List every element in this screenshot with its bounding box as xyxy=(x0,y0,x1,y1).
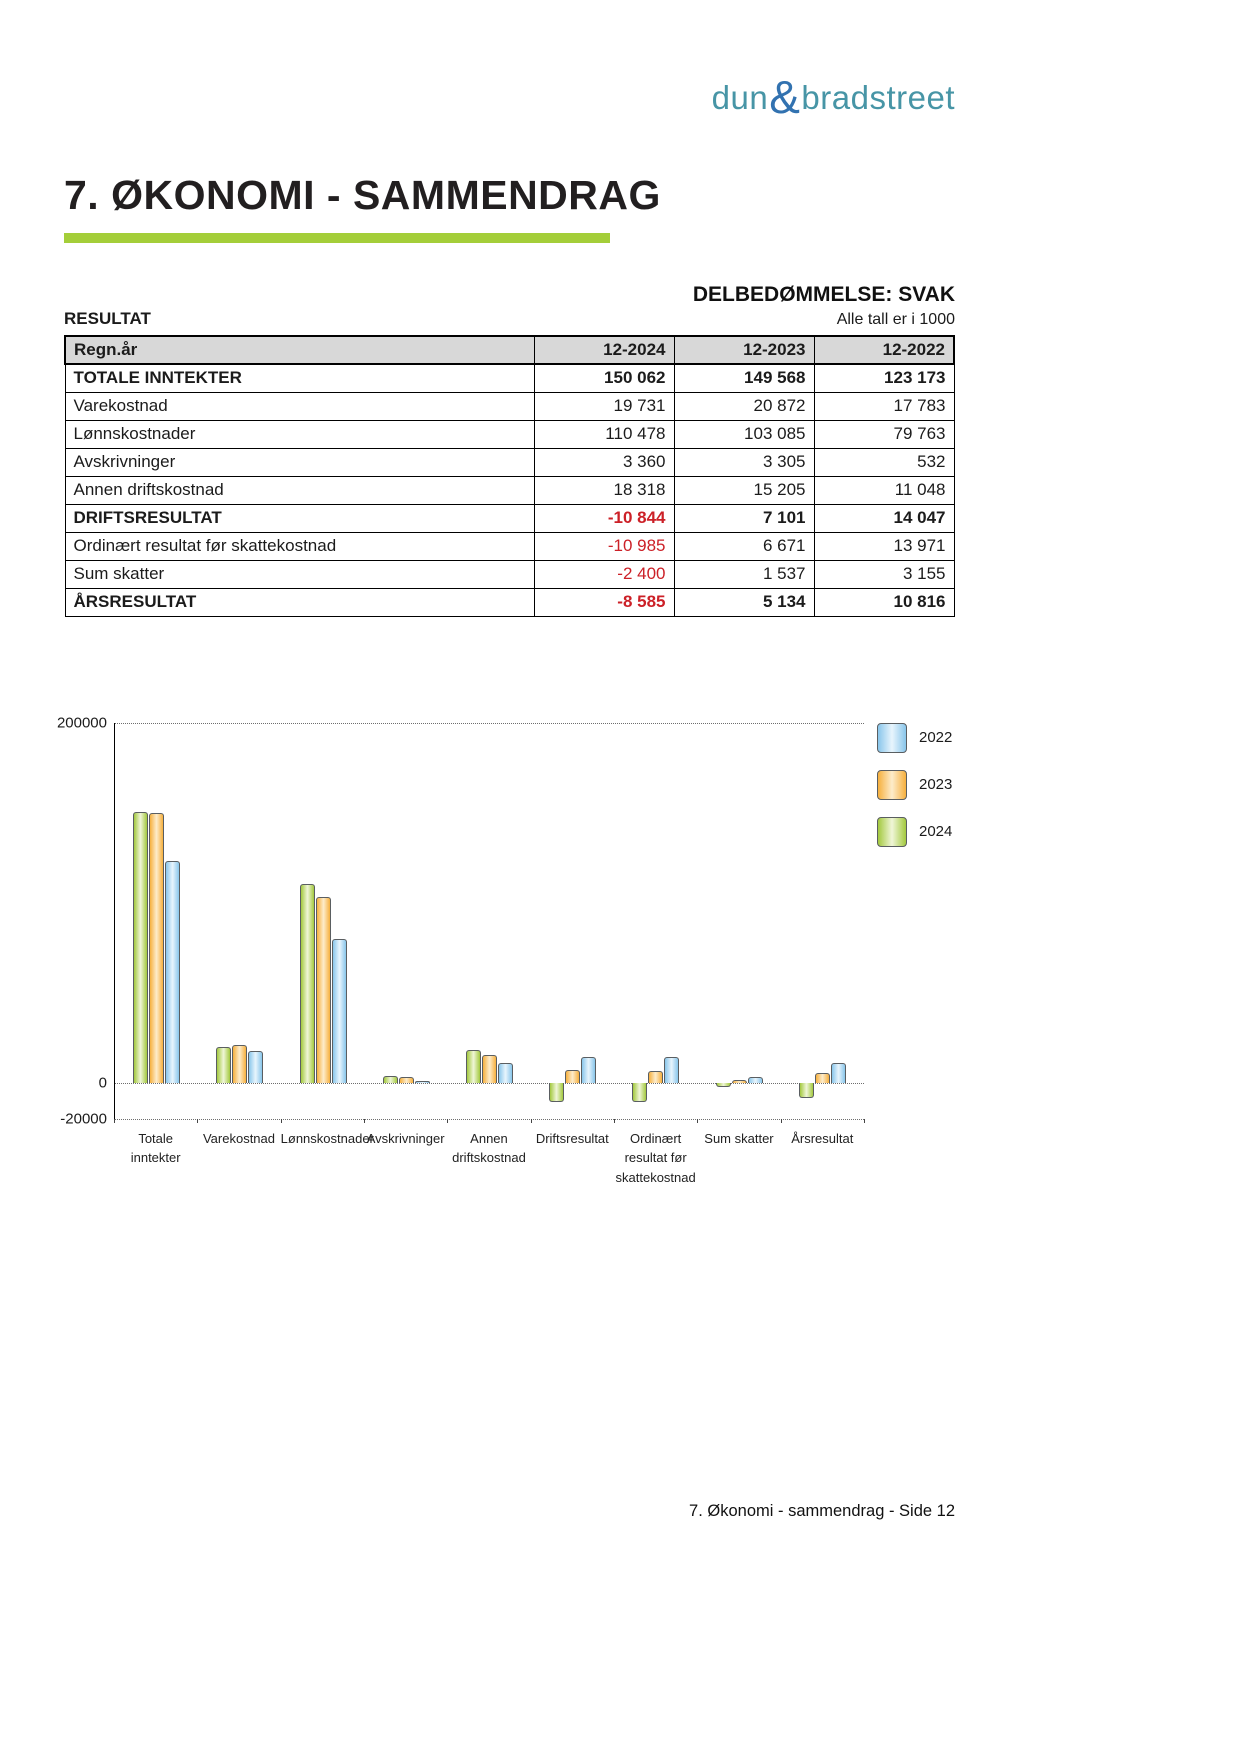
bar-group xyxy=(448,723,531,1119)
x-tick xyxy=(364,1119,365,1123)
title-accent-bar xyxy=(64,233,610,243)
row-label: ÅRSRESULTAT xyxy=(65,588,534,616)
row-value: -10 985 xyxy=(534,532,674,560)
bar-2022 xyxy=(581,1057,596,1082)
row-value: -10 844 xyxy=(534,504,674,532)
category-label: Avskrivninger xyxy=(366,1130,445,1146)
row-value: 14 047 xyxy=(814,504,954,532)
legend-item xyxy=(877,817,952,847)
table-row xyxy=(65,392,954,420)
bar-group xyxy=(281,723,364,1119)
x-tick xyxy=(781,1119,782,1123)
x-tick xyxy=(197,1119,198,1123)
table-row xyxy=(65,420,954,448)
row-value: -2 400 xyxy=(534,560,674,588)
units-note: Alle tall er i 1000 xyxy=(836,311,955,328)
table-meta-row xyxy=(64,309,955,329)
bar-2022 xyxy=(415,1081,430,1083)
row-value: 3 155 xyxy=(814,560,954,588)
bar-2024 xyxy=(383,1076,398,1082)
row-label: Lønnskostnader xyxy=(65,420,534,448)
row-value: 19 731 xyxy=(534,392,674,420)
row-value: 10 816 xyxy=(814,588,954,616)
row-value: 3 360 xyxy=(534,448,674,476)
x-tick xyxy=(281,1119,282,1123)
row-value: 1 537 xyxy=(674,560,814,588)
row-value: 103 085 xyxy=(674,420,814,448)
y-tick-label-200000: 200000 xyxy=(56,714,107,731)
row-value: 20 872 xyxy=(674,392,814,420)
dnb-logo xyxy=(711,71,955,123)
bar-2023 xyxy=(316,897,331,1083)
page-footer: 7. Økonomi - sammendrag - Side 12 xyxy=(689,1502,955,1520)
row-value: 7 101 xyxy=(674,504,814,532)
category-label: Totale inntekter xyxy=(130,1130,181,1165)
bar-group xyxy=(115,723,198,1119)
category-label: Lønnskostnader xyxy=(280,1130,374,1146)
logo xyxy=(64,70,955,123)
bar-2024 xyxy=(716,1083,731,1087)
bar-2022 xyxy=(165,861,180,1083)
legend-label: 2023 xyxy=(919,776,953,793)
results-table xyxy=(64,335,955,617)
legend-item xyxy=(877,723,952,753)
table-row xyxy=(65,476,954,504)
bar-groups xyxy=(115,723,864,1119)
category-label: Årsresultat xyxy=(791,1130,854,1146)
row-label: TOTALE INNTEKTER xyxy=(65,364,534,392)
row-value: 18 318 xyxy=(534,476,674,504)
row-value: 15 205 xyxy=(674,476,814,504)
bar-2022 xyxy=(664,1057,679,1082)
results-table-body xyxy=(65,364,954,616)
row-value: 123 173 xyxy=(814,364,954,392)
x-tick xyxy=(864,1119,865,1123)
bar-2024 xyxy=(632,1083,647,1103)
table-row xyxy=(65,448,954,476)
chart-plot xyxy=(114,723,864,1119)
table-row xyxy=(65,560,954,588)
table-row xyxy=(65,588,954,616)
page-title: 7. ØKONOMI - SAMMENDRAG xyxy=(64,172,661,218)
bar-2023 xyxy=(565,1070,580,1083)
table-row xyxy=(65,504,954,532)
bar-2024 xyxy=(300,884,315,1083)
legend-swatch-2023 xyxy=(877,770,907,800)
legend-swatch-2022 xyxy=(877,723,907,753)
row-value: 149 568 xyxy=(674,364,814,392)
row-value: 79 763 xyxy=(814,420,954,448)
row-value: 17 783 xyxy=(814,392,954,420)
row-label: DRIFTSRESULTAT xyxy=(65,504,534,532)
bar-2023 xyxy=(732,1080,747,1083)
logo-ampersand-icon: & xyxy=(769,71,801,123)
legend-swatch-2024 xyxy=(877,817,907,847)
row-value: 6 671 xyxy=(674,532,814,560)
row-label: Sum skatter xyxy=(65,560,534,588)
x-tick xyxy=(697,1119,698,1123)
chart-legend xyxy=(877,723,952,864)
y-tick-label-0: 0 xyxy=(98,1074,107,1091)
row-value: 3 305 xyxy=(674,448,814,476)
column-header-2022: 12-2022 xyxy=(814,336,954,364)
x-axis-labels xyxy=(114,1125,864,1188)
legend-label: 2024 xyxy=(919,823,953,840)
bar-2023 xyxy=(149,813,164,1082)
column-header-2024: 12-2024 xyxy=(534,336,674,364)
category-label: Varekostnad xyxy=(202,1130,275,1146)
column-header-2023: 12-2023 xyxy=(674,336,814,364)
bar-2022 xyxy=(748,1077,763,1083)
table-row xyxy=(65,532,954,560)
bar-2024 xyxy=(466,1050,481,1083)
bar-group xyxy=(614,723,697,1119)
bar-2022 xyxy=(332,939,347,1083)
bar-2024 xyxy=(549,1083,564,1103)
y-axis xyxy=(56,714,114,1127)
x-axis-ticks xyxy=(114,1119,864,1125)
row-value: 532 xyxy=(814,448,954,476)
bar-2022 xyxy=(498,1063,513,1083)
bar-2024 xyxy=(216,1047,231,1083)
row-value: 11 048 xyxy=(814,476,954,504)
bar-group xyxy=(781,723,864,1119)
logo-bradstreet: bradstreet xyxy=(801,79,955,116)
row-value: -8 585 xyxy=(534,588,674,616)
assessment-label: DELBEDØMMELSE: SVAK xyxy=(692,283,955,306)
table-row xyxy=(65,364,954,392)
y-tick-label-minus20000: -20000 xyxy=(60,1110,107,1127)
bar-group xyxy=(531,723,614,1119)
section-label: RESULTAT xyxy=(64,309,151,328)
bar-group xyxy=(698,723,781,1119)
row-label: Annen driftskostnad xyxy=(65,476,534,504)
bar-2022 xyxy=(248,1051,263,1083)
category-label: Driftsresultat xyxy=(535,1130,609,1146)
bar-2023 xyxy=(482,1055,497,1082)
bar-group xyxy=(198,723,281,1119)
bar-2024 xyxy=(799,1083,814,1098)
row-label: Ordinært resultat før skattekostnad xyxy=(65,532,534,560)
bar-2023 xyxy=(399,1077,414,1083)
bar-group xyxy=(365,723,448,1119)
column-header-regnar: Regn.år xyxy=(65,336,534,364)
x-tick xyxy=(114,1119,115,1123)
bar-2023 xyxy=(232,1045,247,1083)
row-label: Avskrivninger xyxy=(65,448,534,476)
category-label: Annen driftskostnad xyxy=(452,1130,526,1165)
row-value: 13 971 xyxy=(814,532,954,560)
legend-item xyxy=(877,770,952,800)
x-tick xyxy=(531,1119,532,1123)
row-value: 110 478 xyxy=(534,420,674,448)
legend-label: 2022 xyxy=(919,729,953,746)
x-tick xyxy=(614,1119,615,1123)
bar-2024 xyxy=(133,812,148,1082)
category-label: Ordinært resultat før skattekostnad xyxy=(615,1130,696,1185)
logo-dun: dun xyxy=(711,79,769,116)
table-header-row xyxy=(65,336,954,364)
row-value: 5 134 xyxy=(674,588,814,616)
bar-2023 xyxy=(648,1071,663,1083)
row-value: 150 062 xyxy=(534,364,674,392)
bar-2023 xyxy=(815,1073,830,1082)
bar-2022 xyxy=(831,1063,846,1082)
chart-section xyxy=(56,714,955,1188)
row-label: Varekostnad xyxy=(65,392,534,420)
x-tick xyxy=(447,1119,448,1123)
category-label: Sum skatter xyxy=(704,1130,774,1146)
